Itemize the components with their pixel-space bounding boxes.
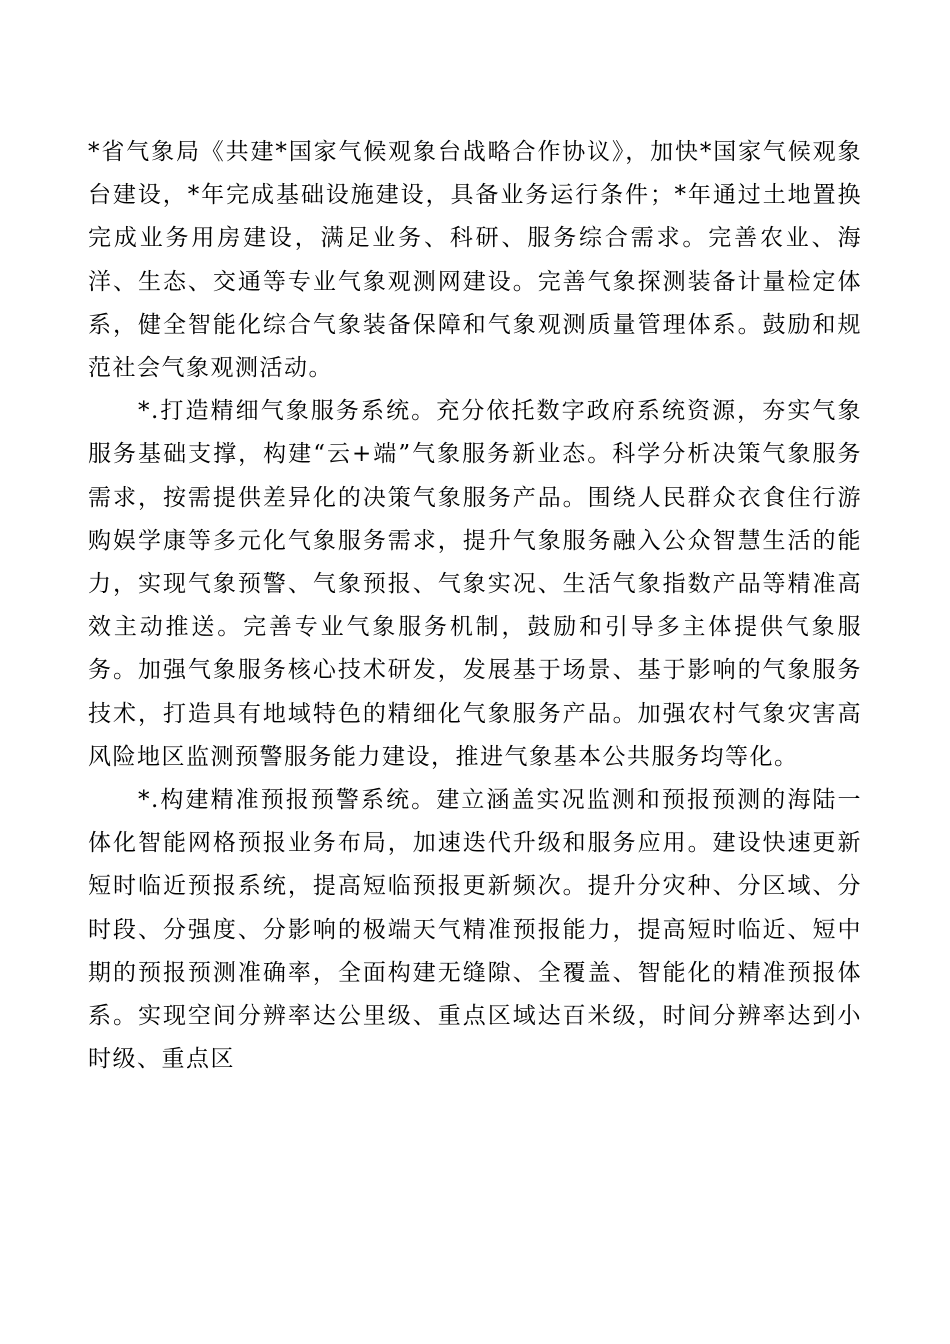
paragraph-1: *省气象局《共建*国家气候观象台战略合作协议》，加快*国家气候观象台建设，*年完成基础设施建设，具备业务运行条件；*年通过土地置换完成业务用房建设，满足业务、科研、服务综合需求。完善农业、海洋、生态、交通等专业气象观测网建设。完善气象探测装备计量检定体系，健全智能化综合气象装备保障和气象观测质量管理体系。鼓励和规范社会气象观测活动。 — [88, 139, 862, 382]
document-body — [88, 131, 862, 1081]
paragraph-3: *.构建精准预报预警系统。建立涵盖实况监测和预报预测的海陆一体化智能网格预报业务布局，加速迭代升级和服务应用。建设快速更新短时临近预报系统，提高短临预报更新频次。提升分灾种、分区域、分时段、分强度、分影响的极端天气精准预报能力，提高短时临近、短中期的预报预测准确率，全面构建无缝隙、全覆盖、智能化的精准预报体系。实现空间分辨率达公里级、重点区域达百米级，时间分辨率达到小时级、重点区 — [88, 787, 862, 1073]
paragraph-2: *.打造精细气象服务系统。充分依托数字政府系统资源，夯实气象服务基础支撑，构建“云+端”气象服务新业态。科学分析决策气象服务需求，按需提供差异化的决策气象服务产品。围绕人民群众衣食住行游购娱学康等多元化气象服务需求，提升气象服务融入公众智慧生活的能力，实现气象预警、气象预报、气象实况、生活气象指数产品等精准高效主动推送。完善专业气象服务机制，鼓励和引导多主体提供气象服务。加强气象服务核心技术研发，发展基于场景、基于影响的气象服务技术，打造具有地域特色的精细化气象服务产品。加强农村气象灾害高风险地区监测预警服务能力建设，推进气象基本公共服务均等化。 — [88, 398, 862, 770]
